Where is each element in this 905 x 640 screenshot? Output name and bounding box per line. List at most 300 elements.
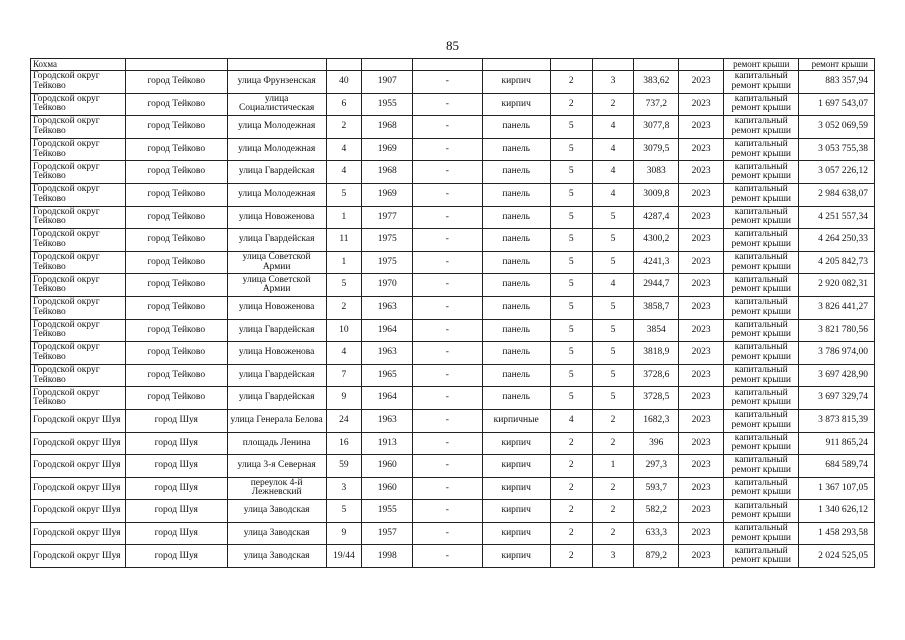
cell-year-reconstructed: -	[413, 342, 482, 365]
repair-register-table	[30, 58, 875, 568]
cell-year-reconstructed: -	[413, 409, 482, 432]
cell-cost: 4 205 842,73	[799, 251, 875, 274]
cell-work-type: капитальный ремонт крыши	[724, 296, 799, 319]
cell-municipality: Городской округ Тейково	[31, 161, 126, 184]
cell-floors: 5	[550, 138, 592, 161]
cell-wall-material: кирпич	[482, 522, 550, 545]
cell-street: улица 3-я Северная	[227, 455, 326, 478]
cell-municipality: Кохма	[31, 59, 126, 71]
cell-floors: 2	[550, 477, 592, 500]
cell-total-area: 737,2	[634, 93, 679, 116]
cell-entrances: 2	[592, 432, 634, 455]
cell-year-built: 1968	[362, 161, 413, 184]
cell-house-number: 2	[326, 116, 362, 139]
cell-year-built: 1963	[362, 409, 413, 432]
cell-wall-material: панель	[482, 364, 550, 387]
cell-entrances: 5	[592, 296, 634, 319]
cell-floors: 2	[550, 500, 592, 523]
cell-settlement: город Тейково	[125, 342, 227, 365]
cell-wall-material: панель	[482, 342, 550, 365]
cell-entrances	[592, 59, 634, 71]
cell-settlement: город Шуя	[125, 409, 227, 432]
cell-cost: 3 057 226,12	[799, 161, 875, 184]
cell-total-area: 582,2	[634, 500, 679, 523]
cell-year-built: 1907	[362, 71, 413, 94]
cell-year-reconstructed: -	[413, 477, 482, 500]
cell-settlement: город Тейково	[125, 138, 227, 161]
cell-cost: 3 821 780,56	[799, 319, 875, 342]
cell-municipality: Городской округ Тейково	[31, 93, 126, 116]
cell-wall-material: кирпич	[482, 500, 550, 523]
cell-total-area: 3083	[634, 161, 679, 184]
cell-cost: 2 920 082,31	[799, 274, 875, 297]
cell-year-built: 1975	[362, 251, 413, 274]
cell-planned-year: 2023	[679, 138, 724, 161]
cell-house-number: 9	[326, 522, 362, 545]
cell-wall-material	[482, 59, 550, 71]
table-row	[31, 319, 875, 342]
cell-house-number: 40	[326, 71, 362, 94]
cell-planned-year: 2023	[679, 432, 724, 455]
cell-settlement: город Тейково	[125, 93, 227, 116]
cell-house-number: 1	[326, 251, 362, 274]
table-row	[31, 455, 875, 478]
cell-planned-year: 2023	[679, 409, 724, 432]
cell-floors: 5	[550, 364, 592, 387]
cell-entrances: 5	[592, 251, 634, 274]
cell-cost: 3 053 755,38	[799, 138, 875, 161]
cell-planned-year: 2023	[679, 522, 724, 545]
cell-settlement: город Тейково	[125, 71, 227, 94]
register-body	[31, 59, 875, 568]
cell-entrances: 4	[592, 161, 634, 184]
cell-wall-material: панель	[482, 251, 550, 274]
cell-entrances: 1	[592, 455, 634, 478]
cell-floors: 2	[550, 93, 592, 116]
cell-municipality: Городской округ Тейково	[31, 116, 126, 139]
page-number: 85	[446, 38, 459, 53]
cell-entrances: 2	[592, 93, 634, 116]
cell-cost: 3 697 428,90	[799, 364, 875, 387]
table-row	[31, 296, 875, 319]
cell-house-number: 59	[326, 455, 362, 478]
cell-settlement: город Тейково	[125, 206, 227, 229]
cell-municipality: Городской округ Тейково	[31, 274, 126, 297]
cell-cost: 2 984 638,07	[799, 183, 875, 206]
cell-settlement: город Тейково	[125, 229, 227, 252]
cell-work-type: капитальный ремонт крыши	[724, 161, 799, 184]
table-row	[31, 364, 875, 387]
cell-year-reconstructed: -	[413, 161, 482, 184]
cell-floors: 2	[550, 71, 592, 94]
cell-settlement: город Тейково	[125, 274, 227, 297]
cell-municipality: Городской округ Шуя	[31, 500, 126, 523]
cell-planned-year: 2023	[679, 229, 724, 252]
cell-year-reconstructed: -	[413, 500, 482, 523]
cell-street: улица Социалистическая	[227, 93, 326, 116]
cell-year-reconstructed: -	[413, 93, 482, 116]
cell-entrances: 2	[592, 409, 634, 432]
cell-work-type: капитальный ремонт крыши	[724, 477, 799, 500]
table-row	[31, 522, 875, 545]
cell-entrances: 5	[592, 387, 634, 410]
cell-cost: 883 357,94	[799, 71, 875, 94]
cell-floors: 2	[550, 522, 592, 545]
cell-settlement: город Шуя	[125, 545, 227, 568]
cell-house-number: 1	[326, 206, 362, 229]
cell-street: улица Молодежная	[227, 116, 326, 139]
cell-year-built: 1998	[362, 545, 413, 568]
table-row	[31, 477, 875, 500]
cell-work-type: капитальный ремонт крыши	[724, 229, 799, 252]
cell-cost: 3 873 815,39	[799, 409, 875, 432]
cell-year-reconstructed: -	[413, 71, 482, 94]
cell-wall-material: панель	[482, 138, 550, 161]
cell-work-type: капитальный ремонт крыши	[724, 93, 799, 116]
cell-year-built: 1960	[362, 477, 413, 500]
cell-wall-material: кирпич	[482, 477, 550, 500]
cell-year-reconstructed: -	[413, 229, 482, 252]
cell-settlement: город Шуя	[125, 522, 227, 545]
cell-settlement: город Шуя	[125, 455, 227, 478]
cell-wall-material: панель	[482, 206, 550, 229]
cell-wall-material: панель	[482, 161, 550, 184]
cell-settlement	[125, 59, 227, 71]
cell-municipality: Городской округ Тейково	[31, 229, 126, 252]
cell-settlement: город Тейково	[125, 251, 227, 274]
cell-planned-year: 2023	[679, 71, 724, 94]
cell-year-built: 1964	[362, 319, 413, 342]
table-row	[31, 432, 875, 455]
cell-house-number	[326, 59, 362, 71]
cell-floors	[550, 59, 592, 71]
cell-total-area: 3728,6	[634, 364, 679, 387]
cell-house-number: 9	[326, 387, 362, 410]
cell-work-type: капитальный ремонт крыши	[724, 319, 799, 342]
cell-entrances: 4	[592, 116, 634, 139]
cell-entrances: 2	[592, 500, 634, 523]
cell-street: улица Советской Армии	[227, 274, 326, 297]
cell-street: улица Гвардейская	[227, 387, 326, 410]
cell-cost: 3 052 069,59	[799, 116, 875, 139]
cell-year-built: 1964	[362, 387, 413, 410]
cell-entrances: 4	[592, 183, 634, 206]
cell-work-type: капитальный ремонт крыши	[724, 274, 799, 297]
cell-house-number: 6	[326, 93, 362, 116]
cell-municipality: Городской округ Шуя	[31, 409, 126, 432]
cell-total-area	[634, 59, 679, 71]
cell-settlement: город Шуя	[125, 500, 227, 523]
cell-wall-material: панель	[482, 274, 550, 297]
cell-year-reconstructed: -	[413, 251, 482, 274]
cell-total-area: 3077,8	[634, 116, 679, 139]
cell-street: улица Гвардейская	[227, 161, 326, 184]
cell-municipality: Городской округ Шуя	[31, 545, 126, 568]
cell-settlement: город Тейково	[125, 364, 227, 387]
cell-year-reconstructed: -	[413, 138, 482, 161]
cell-year-reconstructed	[413, 59, 482, 71]
cell-planned-year: 2023	[679, 455, 724, 478]
cell-work-type: капитальный ремонт крыши	[724, 251, 799, 274]
cell-planned-year: 2023	[679, 274, 724, 297]
cell-settlement: город Шуя	[125, 477, 227, 500]
cell-settlement: город Тейково	[125, 183, 227, 206]
cell-year-reconstructed: -	[413, 319, 482, 342]
cell-planned-year: 2023	[679, 116, 724, 139]
cell-total-area: 3818,9	[634, 342, 679, 365]
cell-year-built: 1963	[362, 296, 413, 319]
cell-street: улица Новоженова	[227, 296, 326, 319]
cell-year-built: 1960	[362, 455, 413, 478]
cell-work-type: капитальный ремонт крыши	[724, 364, 799, 387]
cell-floors: 5	[550, 387, 592, 410]
cell-year-built: 1913	[362, 432, 413, 455]
cell-municipality: Городской округ Шуя	[31, 522, 126, 545]
cell-planned-year: 2023	[679, 364, 724, 387]
cell-total-area: 4287,4	[634, 206, 679, 229]
cell-work-type: капитальный ремонт крыши	[724, 500, 799, 523]
table-row	[31, 59, 875, 71]
cell-planned-year: 2023	[679, 545, 724, 568]
cell-cost: 1 458 293,58	[799, 522, 875, 545]
cell-planned-year: 2023	[679, 500, 724, 523]
cell-total-area: 2944,7	[634, 274, 679, 297]
cell-cost: 1 367 107,05	[799, 477, 875, 500]
cell-street: улица Молодежная	[227, 183, 326, 206]
cell-house-number: 5	[326, 500, 362, 523]
cell-house-number: 4	[326, 138, 362, 161]
cell-year-built	[362, 59, 413, 71]
cell-floors: 5	[550, 274, 592, 297]
cell-cost: 3 826 441,27	[799, 296, 875, 319]
cell-wall-material: панель	[482, 183, 550, 206]
cell-total-area: 297,3	[634, 455, 679, 478]
cell-year-built: 1970	[362, 274, 413, 297]
cell-total-area: 383,62	[634, 71, 679, 94]
cell-cost: 4 264 250,33	[799, 229, 875, 252]
cell-year-reconstructed: -	[413, 387, 482, 410]
cell-planned-year: 2023	[679, 342, 724, 365]
cell-street: переулок 4-й Лежневский	[227, 477, 326, 500]
cell-work-type: капитальный ремонт крыши	[724, 432, 799, 455]
cell-total-area: 593,7	[634, 477, 679, 500]
cell-total-area: 633,3	[634, 522, 679, 545]
cell-total-area: 3009,8	[634, 183, 679, 206]
cell-planned-year: 2023	[679, 477, 724, 500]
table-row	[31, 229, 875, 252]
cell-floors: 5	[550, 319, 592, 342]
cell-planned-year: 2023	[679, 251, 724, 274]
cell-street: улица Заводская	[227, 545, 326, 568]
cell-street: улица Заводская	[227, 522, 326, 545]
cell-floors: 5	[550, 229, 592, 252]
cell-settlement: город Шуя	[125, 432, 227, 455]
cell-year-built: 1957	[362, 522, 413, 545]
cell-house-number: 19/44	[326, 545, 362, 568]
cell-work-type: капитальный ремонт крыши	[724, 206, 799, 229]
cell-cost: 4 251 557,34	[799, 206, 875, 229]
cell-entrances: 3	[592, 545, 634, 568]
cell-entrances: 5	[592, 319, 634, 342]
cell-house-number: 16	[326, 432, 362, 455]
cell-year-reconstructed: -	[413, 455, 482, 478]
cell-settlement: город Тейково	[125, 319, 227, 342]
cell-work-type: капитальный ремонт крыши	[724, 183, 799, 206]
cell-wall-material: панель	[482, 296, 550, 319]
cell-year-reconstructed: -	[413, 116, 482, 139]
cell-total-area: 3079,5	[634, 138, 679, 161]
cell-year-built: 1969	[362, 183, 413, 206]
cell-planned-year: 2023	[679, 161, 724, 184]
cell-work-type: капитальный ремонт крыши	[724, 545, 799, 568]
cell-planned-year: 2023	[679, 296, 724, 319]
cell-house-number: 2	[326, 296, 362, 319]
cell-municipality: Городской округ Тейково	[31, 296, 126, 319]
table-row	[31, 274, 875, 297]
cell-street: улица Молодежная	[227, 138, 326, 161]
cell-entrances: 2	[592, 477, 634, 500]
table-row	[31, 71, 875, 94]
cell-house-number: 24	[326, 409, 362, 432]
cell-year-reconstructed: -	[413, 545, 482, 568]
cell-settlement: город Тейково	[125, 387, 227, 410]
cell-settlement: город Тейково	[125, 116, 227, 139]
cell-work-type: капитальный ремонт крыши	[724, 455, 799, 478]
cell-planned-year: 2023	[679, 93, 724, 116]
cell-house-number: 4	[326, 161, 362, 184]
cell-total-area: 4300,2	[634, 229, 679, 252]
cell-total-area: 879,2	[634, 545, 679, 568]
cell-year-reconstructed: -	[413, 183, 482, 206]
cell-municipality: Городской округ Тейково	[31, 364, 126, 387]
cell-year-reconstructed: -	[413, 432, 482, 455]
table-row	[31, 342, 875, 365]
cell-cost: 1 697 543,07	[799, 93, 875, 116]
cell-year-built: 1955	[362, 93, 413, 116]
table-row	[31, 206, 875, 229]
cell-street: площадь Ленина	[227, 432, 326, 455]
cell-entrances: 5	[592, 364, 634, 387]
cell-total-area: 1682,3	[634, 409, 679, 432]
cell-cost: 3 697 329,74	[799, 387, 875, 410]
cell-floors: 5	[550, 206, 592, 229]
cell-settlement: город Тейково	[125, 296, 227, 319]
cell-floors: 2	[550, 455, 592, 478]
cell-house-number: 4	[326, 342, 362, 365]
cell-wall-material: панель	[482, 387, 550, 410]
cell-year-reconstructed: -	[413, 364, 482, 387]
table-row	[31, 409, 875, 432]
cell-wall-material: панель	[482, 319, 550, 342]
cell-work-type: капитальный ремонт крыши	[724, 116, 799, 139]
cell-year-built: 1977	[362, 206, 413, 229]
cell-floors: 2	[550, 432, 592, 455]
cell-floors: 2	[550, 545, 592, 568]
cell-municipality: Городской округ Тейково	[31, 206, 126, 229]
cell-street: улица Генерала Белова	[227, 409, 326, 432]
cell-entrances: 3	[592, 71, 634, 94]
cell-municipality: Городской округ Тейково	[31, 71, 126, 94]
cell-entrances: 4	[592, 138, 634, 161]
cell-house-number: 5	[326, 274, 362, 297]
cell-planned-year	[679, 59, 724, 71]
cell-street: улица Новоженова	[227, 342, 326, 365]
cell-house-number: 11	[326, 229, 362, 252]
table-row	[31, 251, 875, 274]
table-row	[31, 387, 875, 410]
cell-work-type: капитальный ремонт крыши	[724, 409, 799, 432]
cell-municipality: Городской округ Тейково	[31, 251, 126, 274]
cell-year-built: 1975	[362, 229, 413, 252]
cell-cost: ремонт крыши	[799, 59, 875, 71]
table-row	[31, 116, 875, 139]
cell-work-type: капитальный ремонт крыши	[724, 522, 799, 545]
cell-floors: 5	[550, 296, 592, 319]
cell-house-number: 10	[326, 319, 362, 342]
cell-work-type: капитальный ремонт крыши	[724, 387, 799, 410]
cell-street: улица Гвардейская	[227, 229, 326, 252]
cell-municipality: Городской округ Шуя	[31, 432, 126, 455]
cell-planned-year: 2023	[679, 206, 724, 229]
cell-street: улица Гвардейская	[227, 319, 326, 342]
cell-year-reconstructed: -	[413, 206, 482, 229]
cell-municipality: Городской округ Тейково	[31, 138, 126, 161]
cell-year-reconstructed: -	[413, 296, 482, 319]
table-row	[31, 500, 875, 523]
table-row	[31, 138, 875, 161]
cell-planned-year: 2023	[679, 183, 724, 206]
cell-house-number: 3	[326, 477, 362, 500]
cell-total-area: 396	[634, 432, 679, 455]
cell-cost: 3 786 974,00	[799, 342, 875, 365]
cell-wall-material: кирпич	[482, 455, 550, 478]
cell-municipality: Городской округ Тейково	[31, 183, 126, 206]
cell-wall-material: кирпич	[482, 432, 550, 455]
cell-total-area: 4241,3	[634, 251, 679, 274]
cell-municipality: Городской округ Тейково	[31, 319, 126, 342]
cell-work-type: капитальный ремонт крыши	[724, 342, 799, 365]
cell-wall-material: кирпич	[482, 71, 550, 94]
cell-work-type: капитальный ремонт крыши	[724, 138, 799, 161]
cell-year-reconstructed: -	[413, 274, 482, 297]
table-row	[31, 93, 875, 116]
cell-cost: 2 024 525,05	[799, 545, 875, 568]
cell-wall-material: кирпичные	[482, 409, 550, 432]
cell-wall-material: панель	[482, 116, 550, 139]
cell-house-number: 7	[326, 364, 362, 387]
cell-total-area: 3854	[634, 319, 679, 342]
cell-year-reconstructed: -	[413, 522, 482, 545]
cell-cost: 684 589,74	[799, 455, 875, 478]
cell-municipality: Городской округ Шуя	[31, 455, 126, 478]
cell-settlement: город Тейково	[125, 161, 227, 184]
cell-house-number: 5	[326, 183, 362, 206]
cell-floors: 5	[550, 183, 592, 206]
cell-cost: 1 340 626,12	[799, 500, 875, 523]
cell-entrances: 2	[592, 522, 634, 545]
cell-total-area: 3728,5	[634, 387, 679, 410]
cell-municipality: Городской округ Тейково	[31, 387, 126, 410]
cell-street	[227, 59, 326, 71]
cell-street: улица Советской Армии	[227, 251, 326, 274]
cell-floors: 5	[550, 251, 592, 274]
cell-total-area: 3858,7	[634, 296, 679, 319]
cell-year-built: 1955	[362, 500, 413, 523]
table-row	[31, 161, 875, 184]
cell-cost: 911 865,24	[799, 432, 875, 455]
cell-work-type: капитальный ремонт крыши	[724, 71, 799, 94]
cell-street: улица Гвардейская	[227, 364, 326, 387]
